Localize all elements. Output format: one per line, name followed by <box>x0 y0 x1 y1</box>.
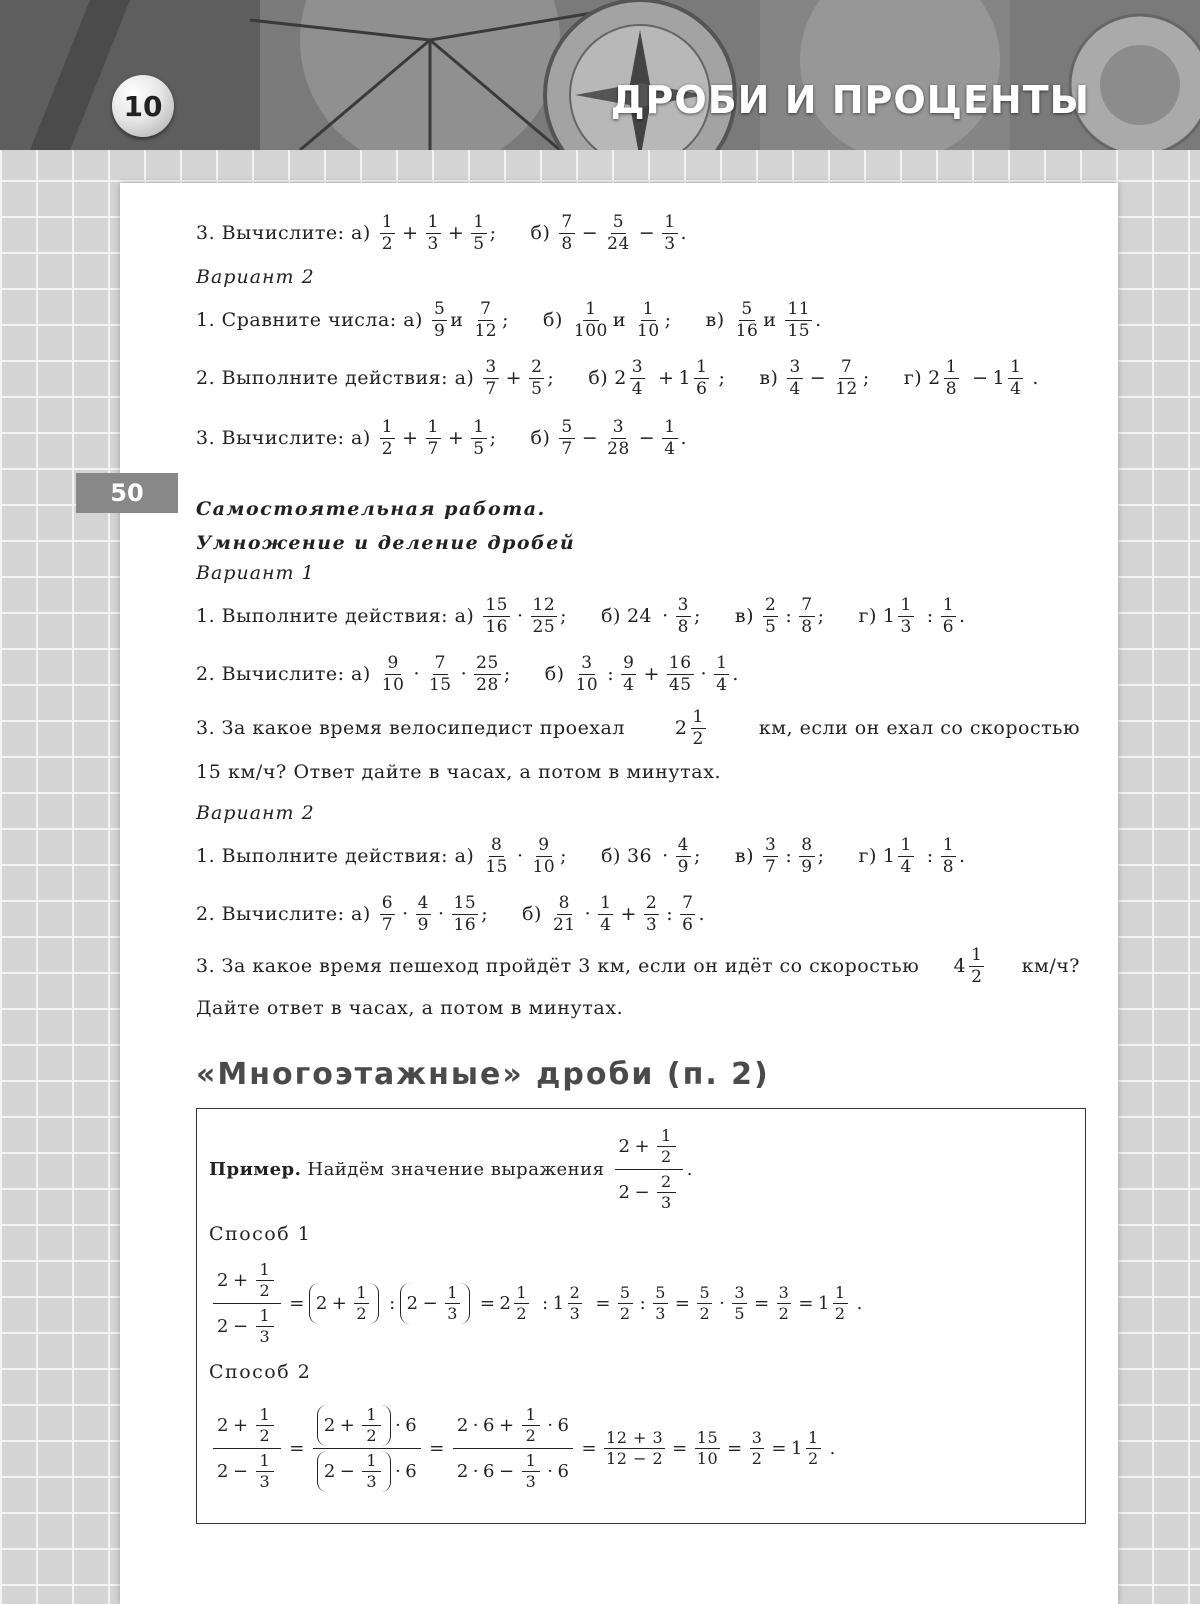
section-title: Самостоятельная работа. <box>196 498 546 520</box>
fraction: 3 10 <box>575 652 599 695</box>
fraction: $\frac{1}{5}$ <box>473 211 485 254</box>
parenthesized-expression: 2 − $\frac{1}{3}$ <box>400 1283 470 1324</box>
fraction: 9 10 <box>532 834 556 877</box>
mixed-number: 2 1 8 <box>928 356 958 399</box>
fraction: $\frac{3}{28}$ <box>607 416 630 459</box>
fraction: 8 9 <box>801 834 813 877</box>
fraction: 3 8 <box>677 594 689 637</box>
fraction: $\frac{7}{12}$ <box>835 356 858 399</box>
task-label: 3. Вычислите: а) <box>196 222 371 244</box>
fraction: 25 28 <box>476 652 499 695</box>
example-box <box>196 1108 1086 1524</box>
conjunction: и <box>612 309 626 331</box>
fraction: 1 8 <box>942 834 955 877</box>
item-label: г) <box>858 605 877 627</box>
item-label: г) <box>858 845 877 867</box>
mixed-number: 1 1 4 <box>882 834 912 877</box>
task-text: Дайте ответ в часах, а потом в минутах. <box>196 997 624 1019</box>
mixed-number: 2 1 2 <box>674 706 704 749</box>
compound-fraction: 2 + $\frac{1}{2}$ 2 − $\frac{1}{3}$ <box>213 1258 281 1349</box>
method-title: Способ 1 <box>209 1223 312 1245</box>
fraction: 4 9 <box>677 834 689 877</box>
mixed-number: 2 3 4 <box>614 356 644 399</box>
fraction: 8 15 <box>485 834 508 877</box>
fraction: 15 16 <box>453 892 477 935</box>
section-number-tag: 50 <box>76 473 178 513</box>
task-text: км, если он ехал со скоростью <box>758 717 1080 739</box>
task-text: 15 км/ч? Ответ дайте в часах, а потом в минутах. <box>196 761 722 783</box>
task-label: 1. Сравните числа: а) <box>196 309 423 331</box>
chapter-number-badge: 10 <box>112 75 174 137</box>
task-label: 1. Выполните действия: а) <box>196 605 475 627</box>
mixed-number: 1 1 6 <box>678 356 708 399</box>
task-text: 3. За какое время велосипедист проехал <box>196 717 625 739</box>
item-label: б) <box>588 367 609 389</box>
fraction: $\frac{16}{45}$ <box>668 652 692 695</box>
compound-fraction: 2 + $\frac{1}{2}$ 2 − $\frac{1}{3}$ <box>213 1403 281 1494</box>
fraction: 1 2 <box>381 416 394 459</box>
task-label: 2. Вычислите: а) <box>196 663 371 685</box>
task-label: 3. Вычислите: а) <box>196 427 371 449</box>
mixed-number: 1 1 3 <box>882 594 912 637</box>
fraction: 1 4 <box>716 652 728 695</box>
task-line: 1. Выполните действия: а) 8 15 · 9 10 ; б) 36 · 4 9 ; в) 3 7 : 8 9 ; г) 1 1 4 : 1 8 . <box>196 834 966 877</box>
conjunction: и <box>763 309 777 331</box>
chapter-title: ДРОБИ И ПРОЦЕНТЫ <box>610 78 1090 122</box>
task-text: 3. За какое время пешеход пройдёт 3 км, если он идёт со скоростью <box>196 955 920 977</box>
fraction: 15 16 <box>485 594 508 637</box>
fraction: 12 25 <box>532 594 556 637</box>
fraction: 1 10 <box>637 298 660 341</box>
fraction: 7 12 <box>474 298 498 341</box>
fraction: $\frac{1}{5}$ <box>473 416 485 459</box>
solution-line: 2 + $\frac{1}{2}$ 2 − $\frac{1}{3}$ = 2 + $\frac{1}{2}$ : 2 − $\frac{1}{3}$ = 2 1 2 : 1 2 3 = $\frac{5}{2}$ : $\frac{5}{3}$ = $\frac{5}{2}$ · $\frac{3}{5}$ = $\frac{3}{2}$ = 1 1 2 . <box>209 1251 1073 1355</box>
compound-fraction: 2 + $\frac{1}{2}$ 2 − $\frac{2}{3}$ <box>615 1124 683 1215</box>
task-line: 3. Вычислите: а) 1 2 + $\frac{1}{7}$ + $\frac{1}{5}$ ; б) 5 7 − $\frac{3}{28}$ − $\frac{1}{4}$ . <box>196 416 688 459</box>
item-label: в) <box>734 845 755 867</box>
task-line: 2. Вычислите: а) 6 7 · 4 9 · 15 16 ; б) 8 21 · 1 4 + $\frac{2}{3}$ : 7 6 . <box>196 892 705 935</box>
conjunction: и <box>450 309 464 331</box>
fraction: $\frac{1}{4}$ <box>664 416 676 459</box>
method-title: Способ 2 <box>209 1361 312 1383</box>
item-label: б) <box>530 222 551 244</box>
fraction: 8 21 <box>552 892 576 935</box>
task-line: 2. Вычислите: а) 9 10 · 7 15 · 25 28 ; б) 3 10 : 9 4 + $\frac{16}{45}$ · 1 4 . <box>196 652 739 695</box>
parenthesized-expression: 2 + $\frac{1}{2}$ <box>309 1283 379 1324</box>
fraction: 3 7 <box>485 356 497 399</box>
fraction: 7 15 <box>428 652 452 695</box>
item-label: в) <box>705 309 725 331</box>
task-label: 1. Выполните действия: а) <box>196 845 475 867</box>
example-label: Пример. <box>209 1158 302 1180</box>
item-label: б) <box>601 845 621 867</box>
variant-title: Вариант 2 <box>196 802 315 824</box>
variant-title: Вариант 1 <box>196 562 315 584</box>
fraction: 9 10 <box>381 652 405 695</box>
fraction: 6 7 <box>381 892 394 935</box>
solution-line: 2 + $\frac{1}{2}$ 2 − $\frac{1}{3}$ = 2 + $\frac{1}{2}$ · 6 2 − $\frac{1}{3}$ · 6 = 2 · 6 + $\frac{1}{2}$ · 6 2 · 6 − $\frac{1}{3}$ · 6 = $\frac{12 + 3}{12 - 2}$ = $\frac{15}{10}$ = $\frac{3}{2}$ = 1 1 2 . <box>209 1389 1073 1507</box>
section-subtitle: Умножение и деление дробей <box>196 532 576 554</box>
topic-heading: «Многоэтажные» дроби (п. 2) <box>196 1057 770 1092</box>
fraction: 4 9 <box>417 892 429 935</box>
task-text: км/ч? <box>1021 955 1080 977</box>
task-line: 1. Сравните числа: а) 5 9 и 7 12 ; б) 1 100 и 1 10 ; в) 5 16 и 11 15 . <box>196 298 822 341</box>
page-content <box>196 203 1086 1524</box>
task-line: 2. Выполните действия: а) 3 7 + $\frac{2}{5}$ ; б) 2 3 4 + 1 1 6 ; в) 3 4 − $\frac{7}{12}$ ; г) 2 1 8 − 1 1 4 . <box>196 356 1039 399</box>
fraction: 9 4 <box>623 652 635 695</box>
compound-fraction: 2 · 6 + $\frac{1}{2}$ · 6 2 · 6 − $\frac{1}{3}$ · 6 <box>453 1403 574 1494</box>
fraction: 1 6 <box>942 594 955 637</box>
fraction: 5 9 <box>433 298 446 341</box>
page-sheet <box>110 183 1118 1604</box>
task-label: 2. Выполните действия: а) <box>196 367 475 389</box>
item-label: г) <box>903 367 923 389</box>
fraction: 3 7 <box>765 834 777 877</box>
variant-title: Вариант 2 <box>196 266 315 288</box>
fraction: 3 4 <box>789 356 801 399</box>
fraction: 7 6 <box>682 892 694 935</box>
fraction: 5 7 <box>561 416 573 459</box>
item-label: б) <box>544 663 565 685</box>
example-intro: Пример. Найдём значение выражения 2 + $\frac{1}{2}$ 2 − $\frac{2}{3}$ . <box>209 1121 1073 1217</box>
item-label: в) <box>734 605 755 627</box>
fraction: 1 2 <box>381 211 394 254</box>
task-label: 2. Вычислите: а) <box>196 903 371 925</box>
fraction: 7 8 <box>801 594 813 637</box>
fraction: 7 8 <box>561 211 573 254</box>
fraction: $\frac{1}{7}$ <box>427 416 439 459</box>
fraction: $\frac{2}{5}$ <box>531 356 543 399</box>
item-label: б) <box>522 903 542 925</box>
fraction: 1 100 <box>573 298 608 341</box>
fraction: 1 4 <box>600 892 612 935</box>
task-line <box>196 703 1086 753</box>
mixed-number: 1 1 4 <box>992 356 1022 399</box>
mixed-number: 4 1 2 <box>953 944 983 987</box>
task-line <box>196 943 1086 989</box>
item-label: б) <box>601 605 621 627</box>
compound-fraction: 2 + $\frac{1}{2}$ · 6 2 − $\frac{1}{3}$ · 6 <box>313 1403 421 1494</box>
fraction: $\frac{1}{3}$ <box>427 211 439 254</box>
fraction: 2 5 <box>765 594 777 637</box>
example-text: Найдём значение выражения <box>307 1158 605 1180</box>
fraction: $\frac{1}{3}$ <box>664 211 676 254</box>
chapter-header <box>0 0 1200 150</box>
fraction: 11 15 <box>787 298 811 341</box>
header-photo-collage <box>0 0 1200 150</box>
item-label: б) <box>530 427 551 449</box>
task-line: 3. Вычислите: а) 1 2 + $\frac{1}{3}$ + $\frac{1}{5}$ ; б) 7 8 − $\frac{5}{24}$ − $\frac{1}{3}$ . <box>196 211 688 254</box>
fraction: 5 16 <box>735 298 759 341</box>
item-label: в) <box>759 367 779 389</box>
fraction: $\frac{2}{3}$ <box>645 892 658 935</box>
task-line: 1. Выполните действия: а) 15 16 · 12 25 ; б) 24 · 3 8 ; в) 2 5 : 7 8 ; г) 1 1 3 : 1 6 . <box>196 594 966 637</box>
item-label: б) <box>543 309 563 331</box>
fraction: $\frac{5}{24}$ <box>607 211 630 254</box>
